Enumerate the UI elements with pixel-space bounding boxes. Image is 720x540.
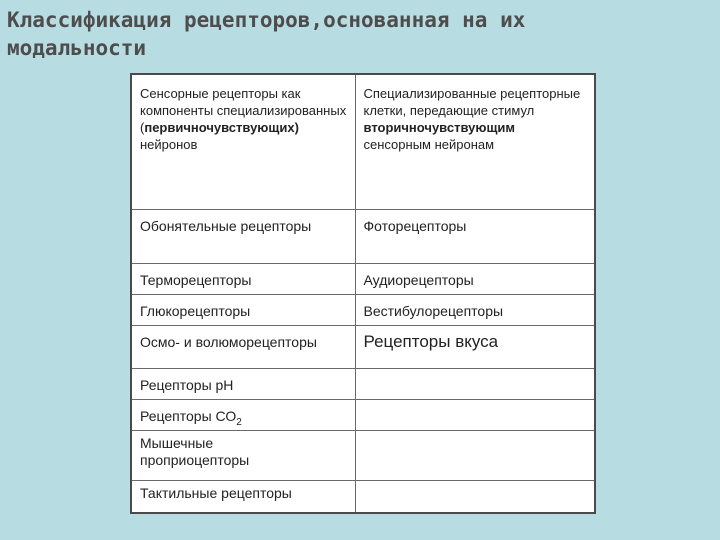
table-row <box>131 325 595 368</box>
table-cell-right-empty <box>355 480 595 513</box>
table-cell-left: Осмо- и волюморецепторы <box>131 325 355 368</box>
receptor-classification-table <box>130 73 596 514</box>
table-cell-left: Рецепторы pH <box>131 368 355 399</box>
table-header-row <box>131 74 595 209</box>
table-cell-right-empty <box>355 368 595 399</box>
table-row <box>131 430 595 480</box>
secondary-header-suffix: сенсорным нейронам <box>363 137 495 152</box>
co2-receptor-text: Рецепторы СО <box>140 407 237 424</box>
primary-header-bold: первичночувствующих) <box>144 120 299 135</box>
primary-header-text: Сенсорные рецепторы как компоненты специализированных ( <box>140 86 347 135</box>
muscle-proprioceptors-label: Мышечные проприоцепторы <box>140 434 250 468</box>
table-cell-left: Терморецепторы <box>131 263 355 294</box>
secondary-sensing-header-cell <box>355 74 595 209</box>
co2-subscript: 2 <box>236 416 242 428</box>
table-cell-left <box>131 430 355 480</box>
table-row <box>131 209 595 263</box>
secondary-header-bold: вторичночувствующим <box>363 120 516 135</box>
table-row <box>131 294 595 325</box>
table-row <box>131 368 595 399</box>
table-cell-left: Обонятельные рецепторы <box>131 209 355 263</box>
secondary-header-text: Специализированные рецепторные клетки, передающие стимул <box>363 86 581 118</box>
primary-sensing-header-cell <box>131 74 355 209</box>
table-cell-right: Рецепторы вкуса <box>355 325 595 368</box>
table-cell-right-empty <box>355 399 595 430</box>
table-cell-left: Глюкорецепторы <box>131 294 355 325</box>
table-row <box>131 480 595 513</box>
table-row <box>131 399 595 430</box>
table-cell-left <box>131 399 355 430</box>
tactile-receptors-label: Тактильные рецепторы <box>140 484 292 501</box>
table-cell-right: Аудиорецепторы <box>355 263 595 294</box>
slide-title: Классификация рецепторов,основанная на их модальности <box>7 8 526 60</box>
table-row <box>131 263 595 294</box>
table-cell-left <box>131 480 355 513</box>
table-cell-right: Вестибулорецепторы <box>355 294 595 325</box>
primary-header-suffix: нейронов <box>140 137 198 152</box>
table-cell-right-empty <box>355 430 595 480</box>
table-cell-right: Фоторецепторы <box>355 209 595 263</box>
